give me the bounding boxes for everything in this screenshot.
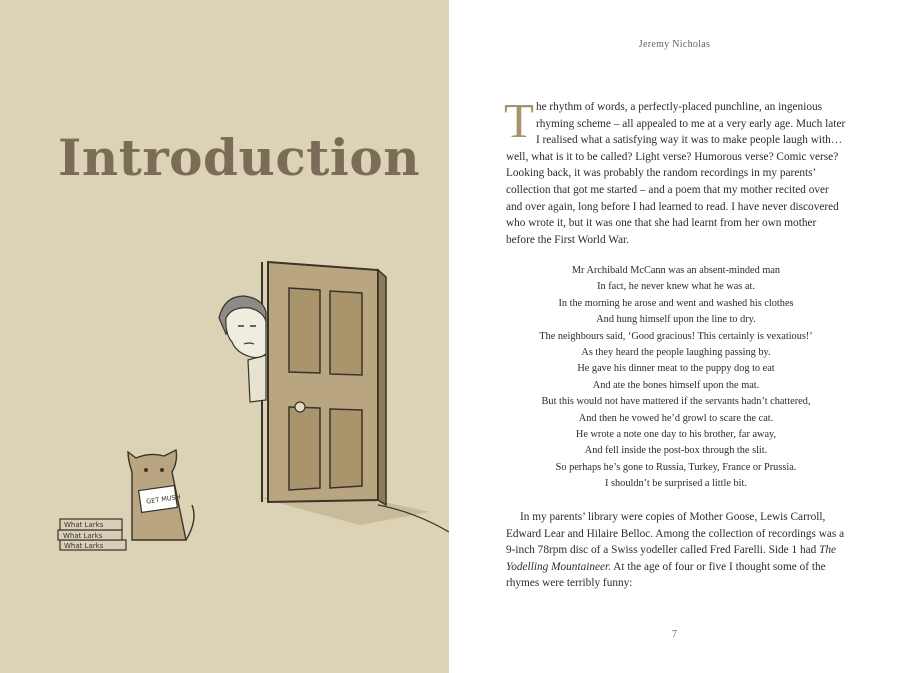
drop-cap: T: [504, 93, 534, 148]
man-face: [226, 308, 266, 358]
second-paragraph: [506, 509, 846, 592]
page-number: 7: [672, 629, 677, 640]
second-paragraph-text-1: In my parents’ library were copies of Mother Goose, Lewis Carroll, Edward Lear and Hilaire Belloc. Among the collection of recordings was a 9-inch 78rpm disc of a Swiss yodeller called Fred Farelli. Side 1 had: [506, 511, 845, 557]
door-illustration: [0, 0, 449, 673]
book-spine-3: What Larks: [64, 542, 104, 550]
door-panel-bottom-right: [330, 409, 362, 488]
poem-line: Mr Archibald McCann was an absent-minded man: [571, 265, 781, 276]
door-edge: [378, 270, 386, 505]
running-head: Jeremy Nicholas: [638, 39, 711, 50]
door-knob: [295, 402, 305, 412]
poem-line: And fell inside the post-box through the slit.: [584, 445, 768, 457]
first-paragraph-text: he rhythm of words, a perfectly-placed punchline, an ingenious rhyming scheme – all appealed to me at a very early age. Much later I realised what a satisfying way it was to make people laugh with… well, what is it to be called? Light verse? Humorous verse? Comic verse? Looking back, it was probably the random recordings in my parents’ collection that got me started – and a poem that my mother recited over and over again, long before I had learned to read. I have never discovered who wrote it, but it was one that she had learnt from her own mother before the First World War.: [506, 101, 846, 246]
book-spine-1: What Larks: [64, 521, 104, 529]
poem: [506, 263, 846, 493]
record-title: The Yodelling Mountaineer.: [506, 544, 837, 573]
poem-line: But this would not have mattered if the servants hadn’t chattered,: [541, 396, 811, 408]
second-paragraph-text-2: At the age of four or five I thought some of the rhymes were terribly funny:: [506, 560, 826, 590]
book-stack: [58, 519, 126, 550]
book-spine-2: What Larks: [63, 532, 103, 540]
poem-line: In fact, he never knew what he was at.: [597, 281, 755, 293]
right-page: [449, 0, 900, 673]
first-paragraph: [504, 93, 846, 248]
man-body: [248, 355, 266, 402]
dog-paper-text: GET MUSH: [145, 492, 182, 506]
poem-line: And hung himself upon the line to dry.: [596, 314, 756, 326]
poem-line: And then he vowed he’d growl to scare the cat.: [578, 412, 774, 424]
poem-line: The neighbours said, ‘Good gracious! This certainly is vexatious!’: [539, 330, 813, 342]
left-page: [0, 0, 449, 673]
door-panel-top-right: [330, 291, 362, 375]
poem-line: I shouldn’t be surprised a little bit.: [605, 478, 747, 490]
poem-line: As they heard the people laughing passing by.: [581, 347, 771, 359]
poem-line: So perhaps he’s gone to Russia, Turkey, France or Prussia.: [555, 461, 797, 473]
dog: [128, 450, 194, 540]
door-panel-top-left: [289, 288, 320, 373]
poem-line: He gave his dinner meat to the puppy dog to eat: [577, 363, 775, 375]
poem-line: And ate the bones himself upon the mat.: [592, 379, 760, 391]
door-panel-bottom-left: [289, 407, 320, 490]
poem-line: In the morning he arose and went and washed his clothes: [558, 297, 794, 309]
poem-line: He wrote a note one day to his brother, far away,: [575, 429, 777, 441]
chapter-title: Introduction: [58, 128, 421, 187]
